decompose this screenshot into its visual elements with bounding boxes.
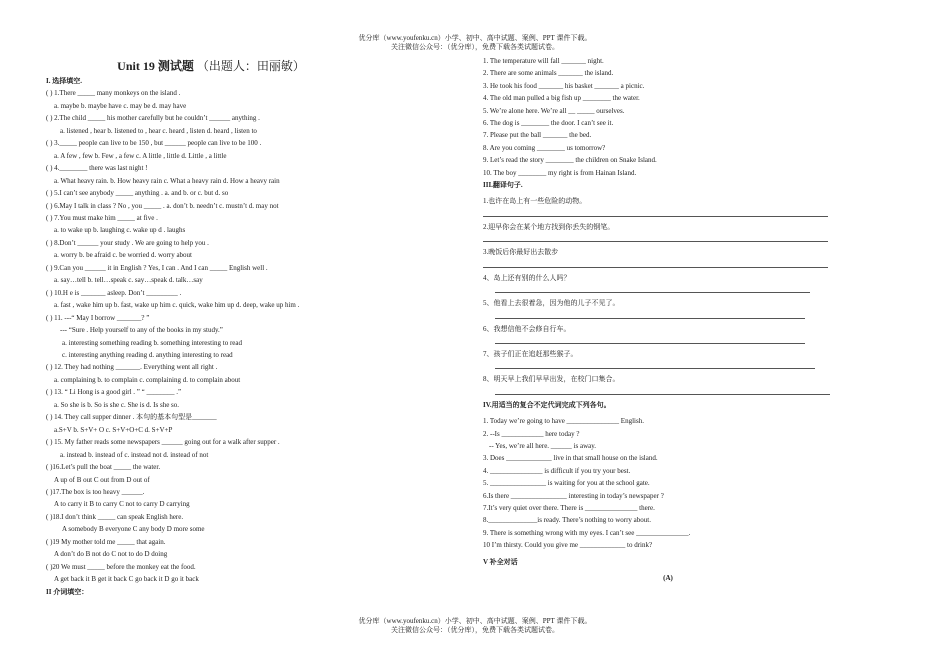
question-line: ( ) 6.May I talk in class ? No , you _____ . a. don’t b. needn’t c. mustn’t d. may not [46, 201, 279, 210]
question-options: A somebody B everyone C any body D more some [62, 525, 205, 534]
translation-sentence: 5、他看上去很着急，因为他的儿子不见了。 [483, 299, 620, 308]
pronoun-question: 4. _______________ is difficult if you try your best. [483, 466, 631, 475]
question-line: ( )16.Let’s pull the boat _____ the water. [46, 463, 161, 472]
question-options: a. So she is b. So is she c. She is d. Is she so. [54, 400, 180, 409]
preposition-question: 4. The old man pulled a big fish up ________ the water. [483, 94, 640, 103]
section-5-heading: V 补全对话 [483, 557, 518, 566]
question-line: ( )19 My mother told me _____ that again. [46, 537, 166, 546]
question-line: ( )18.I don’t think _____ can speak English here. [46, 512, 184, 521]
question-options: a. to wake up b. laughing c. wake up d . laughs [54, 226, 186, 235]
question-options: a.S+V b. S+V+ O c. S+V+O+C d. S+V+P [54, 425, 173, 434]
pronoun-question: 6.Is there ________________ interesting in today’s newspaper ? [483, 491, 664, 500]
answer-line[interactable] [483, 241, 828, 242]
question-options: A up of B out C out from D out of [54, 475, 150, 484]
preposition-question: 8. Are you coming ________ us tomorrow? [483, 143, 606, 152]
pronoun-question: 9. There is something wrong with my eyes. I can’t see _______________. [483, 528, 691, 537]
preposition-question: 6. The dog is ________ the door. I can’t see it. [483, 119, 614, 128]
question-line: ( ) 1.There _____ many monkeys on the island . [46, 89, 181, 98]
translation-sentence: 2.迎早你会在某个地方找到你丢失的钢笔。 [483, 222, 615, 231]
question-line: ( ) 5.I can’t see anybody _____ anything . a. and b. or c. but d. so [46, 189, 229, 198]
pronoun-question: 3. Does _____________ live in that small house on the island. [483, 454, 658, 463]
question-line: ( ) 15. My father reads some newspapers ______ going out for a walk after supper . [46, 438, 280, 447]
question-options: a. complaining b. to complain c. complaining d. to complain about [54, 375, 241, 384]
question-line: ( ) 14. They call supper dinner . 本句的基本句型是_______ [46, 413, 217, 422]
question-line: ( )17.The box is too heavy ______. [46, 487, 145, 496]
section-3-heading: III.翻译句子. [483, 181, 523, 190]
answer-line[interactable] [495, 343, 805, 344]
answer-line[interactable] [495, 292, 810, 293]
question-line: ( ) 3._____ people can live to be 150 , but ______ people can live to be 100 . [46, 139, 262, 148]
question-line: ( ) 8.Don’t ______ your study . We are going to help you . [46, 238, 209, 247]
section-4-heading: IV.用适当的复合不定代词完成下列各句。 [483, 400, 611, 409]
page-header [0, 34, 950, 52]
answer-line[interactable] [483, 216, 828, 217]
translation-sentence: 7、孩子们正在追赶那些猴子。 [483, 349, 578, 358]
pronoun-question: 5. ________________ is waiting for you at the school gate. [483, 479, 650, 488]
question-options: A to carry it B to carry C not to carry D carrying [54, 500, 190, 509]
question-options: c. interesting anything reading d. anything interesting to read [62, 350, 233, 359]
footer-line-2: 关注微信公众号：（优分库），免费下载各类试题试卷。 [391, 626, 559, 634]
multiple-choice-list [46, 87, 446, 585]
preposition-question: 5. We’re alone here. We’re all __ _____ ourselves. [483, 106, 625, 115]
page-footer [0, 617, 950, 635]
pronoun-question: -- Yes, we’re all here. ______ is away. [489, 441, 597, 450]
translation-sentence: 8、明天早上我们早早出发，在校门口集合。 [483, 375, 620, 384]
question-options: A don’t do B not do C not to do D doing [54, 550, 168, 559]
answer-line[interactable] [495, 318, 805, 319]
preposition-question: 7. Please put the ball _______ the bed. [483, 131, 592, 140]
question-options: a. fast , wake him up b. fast, wake up him c. quick, wake him up d. deep, wake up him . [54, 301, 300, 310]
question-options: a. instead b. instead of c. instead not d. instead of not [60, 450, 209, 459]
question-options: a. What heavy rain. b. How heavy rain c. What a heavy rain d. How a heavy rain [54, 176, 280, 185]
pronoun-fill-list [483, 415, 833, 551]
footer-line-1: 优分库（www.youfenku.cn）小学、初中、高中试题、案例、PPT 课件下载。 [358, 617, 592, 625]
answer-line[interactable] [495, 368, 815, 369]
question-options: a. A few , few b. Few , a few c. A little , little d. Little , a little [54, 151, 227, 160]
left-column [46, 58, 446, 598]
section-2-heading: II 介词填空： [46, 587, 89, 596]
translation-sentence: 4、岛上还有别的什么人吗？ [483, 273, 571, 282]
translation-sentence: 6、我想信他不会修自行车。 [483, 324, 571, 333]
question-line: ( ) 2.The child _____ his mother carefully but he couldn’t ______ anything . [46, 114, 260, 123]
question-line: ( ) 12. They had nothing _______. Everything went all right . [46, 363, 218, 372]
question-options: a. maybe b. maybe have c. may be d. may have [54, 101, 187, 110]
page-title [46, 58, 376, 74]
title-main: Unit 19 测试题 [117, 59, 194, 73]
question-options: a. interesting something reading b. something interesting to read [62, 338, 243, 347]
preposition-question: 10. The boy ________ my right is from Hainan Island. [483, 168, 637, 177]
translation-sentence: 3.晚饭后你最好出去散步 [483, 248, 559, 257]
preposition-fill-list [483, 55, 833, 179]
question-line: ( ) 10.H e is _______ asleep. Don’t _________ . [46, 288, 182, 297]
question-line: ( ) 9.Can you ______ it in English ? Yes, I can . And I can _____ English well . [46, 263, 268, 272]
title-author: （出题人：田丽敏） [196, 59, 305, 73]
pronoun-question: 8.______________is ready. There’s nothing to worry about. [483, 516, 651, 525]
question-options: a. say…tell b. tell…speak c. say…speak d. talk…say [54, 276, 203, 285]
dialogue-part-a-label: (A) [663, 574, 673, 582]
question-options: a. worry b. be afraid c. be worried d. worry about [54, 251, 193, 260]
preposition-question: 3. He took his food _______ his basket _______ a picnic. [483, 81, 645, 90]
right-column [483, 55, 833, 584]
answer-line[interactable] [483, 267, 828, 268]
question-line: ( ) 4.________ there was last night ! [46, 164, 148, 173]
question-options: a. listened , hear b. listened to , hear c. heard , listen d. heard , listen to [60, 126, 257, 135]
pronoun-question: 7.It’s very quiet over there. There is _______________ there. [483, 503, 655, 512]
header-line-1: 优分库（www.youfenku.cn）小学、初中、高中试题、案例、PPT 课件下载。 [358, 34, 592, 42]
translation-list [483, 195, 833, 394]
pronoun-question: 10 I’m thirsty. Could you give me _____________ to drink? [483, 541, 653, 550]
pronoun-question: 1. Today we’re going to have _______________ English. [483, 417, 644, 426]
question-line: ( ) 7.You must make him _____ at five . [46, 213, 158, 222]
preposition-question: 2. There are some animals _______ the island. [483, 69, 614, 78]
question-options: --- “Sure . Help yourself to any of the books in my study.” [60, 326, 223, 335]
question-options: A get back it B get it back C go back it D go it back [54, 575, 199, 584]
pronoun-question: 2. --Is ____________ here today ? [483, 429, 580, 438]
answer-line[interactable] [495, 394, 830, 395]
preposition-question: 9. Let’s read the story ________ the children on Snake Island. [483, 156, 657, 165]
question-line: ( ) 11. ---“ May I borrow _______? ” [46, 313, 150, 322]
header-line-2: 关注微信公众号：（优分库），免费下载各类试题试卷。 [391, 43, 559, 51]
question-line: ( ) 13. “ Li Hong is a good girl . ” “ ________ .” [46, 388, 182, 397]
translation-sentence: 1.也许在岛上有一些危险的动物。 [483, 197, 587, 206]
question-line: ( )20 We must _____ before the monkey eat the food. [46, 562, 196, 571]
section-1-heading: I. 选择填空. [46, 77, 82, 85]
preposition-question: 1. The temperature will fall _______ night. [483, 57, 604, 65]
